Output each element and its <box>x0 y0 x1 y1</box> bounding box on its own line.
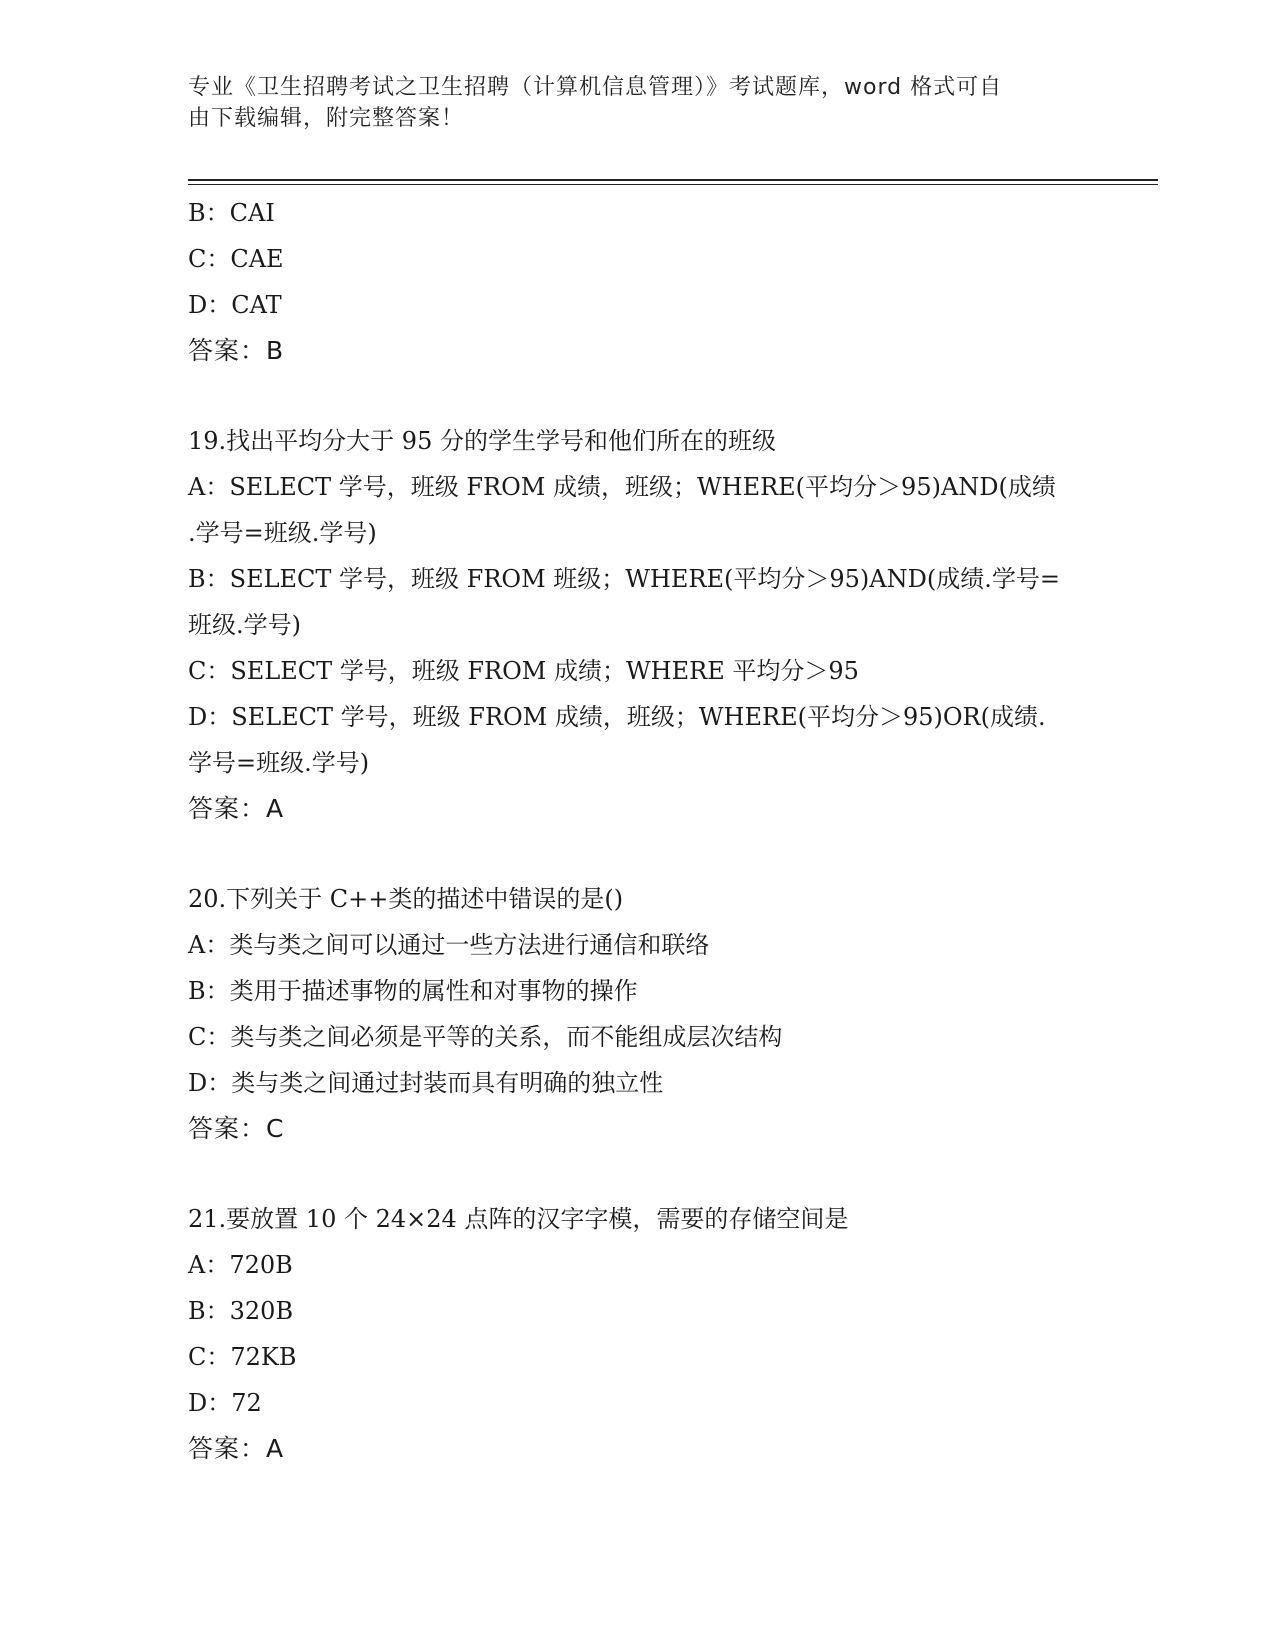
option-c: C：CAE <box>188 245 284 273</box>
question-stem: 20.下列关于 C++类的描述中错误的是() <box>188 885 624 913</box>
spacer <box>188 832 1088 876</box>
page-header <box>188 72 1068 134</box>
option-b-continued: 班级.学号) <box>188 611 301 639</box>
question-19 <box>188 418 1088 832</box>
header-line-1: 专业《卫生招聘考试之卫生招聘（计算机信息管理）》考试题库，word 格式可自 <box>188 75 1003 100</box>
option-b: B：类用于描述事物的属性和对事物的操作 <box>188 977 638 1005</box>
option-c: C：类与类之间必须是平等的关系，而不能组成层次结构 <box>188 1023 783 1051</box>
question-21 <box>188 1196 1088 1472</box>
option-c: C：SELECT 学号，班级 FROM 成绩；WHERE 平均分＞95 <box>188 657 859 685</box>
option-b: B：SELECT 学号，班级 FROM 班级；WHERE(平均分＞95)AND(成绩.学号= <box>188 565 1060 593</box>
answer-line: 答案：A <box>188 1434 285 1463</box>
option-c: C：72KB <box>188 1343 297 1371</box>
answer-line: 答案：C <box>188 1114 285 1143</box>
answer-line: 答案：B <box>188 336 285 365</box>
header-rule-thin <box>188 184 1158 185</box>
question-stem: 21.要放置 10 个 24×24 点阵的汉字字模，需要的存储空间是 <box>188 1205 849 1233</box>
header-line-2: 由下载编辑，附完整答案！ <box>188 106 465 131</box>
option-d: D：SELECT 学号，班级 FROM 成绩，班级；WHERE(平均分＞95)OR(成绩. <box>188 703 1046 731</box>
option-a: A：类与类之间可以通过一些方法进行通信和联络 <box>188 931 710 959</box>
option-b: B：320B <box>188 1297 294 1325</box>
option-d: D：72 <box>188 1389 262 1417</box>
option-b: B：CAI <box>188 199 275 227</box>
spacer <box>188 374 1088 418</box>
option-d: D：类与类之间通过封装而具有明确的独立性 <box>188 1069 664 1097</box>
answer-line: 答案：A <box>188 794 285 823</box>
option-a: A：SELECT 学号，班级 FROM 成绩，班级；WHERE(平均分＞95)AND(成绩 <box>188 473 1056 501</box>
option-d: D：CAT <box>188 291 282 319</box>
question-stem: 19.找出平均分大于 95 分的学生学号和他们所在的班级 <box>188 427 776 455</box>
option-d-continued: 学号=班级.学号) <box>188 749 370 777</box>
question-content <box>188 190 1088 1472</box>
spacer <box>188 1152 1088 1196</box>
option-a-continued: .学号=班级.学号) <box>188 519 377 547</box>
question-18 <box>188 190 1088 374</box>
question-20 <box>188 876 1088 1152</box>
option-a: A：720B <box>188 1251 293 1279</box>
header-rule-thick <box>188 179 1158 181</box>
